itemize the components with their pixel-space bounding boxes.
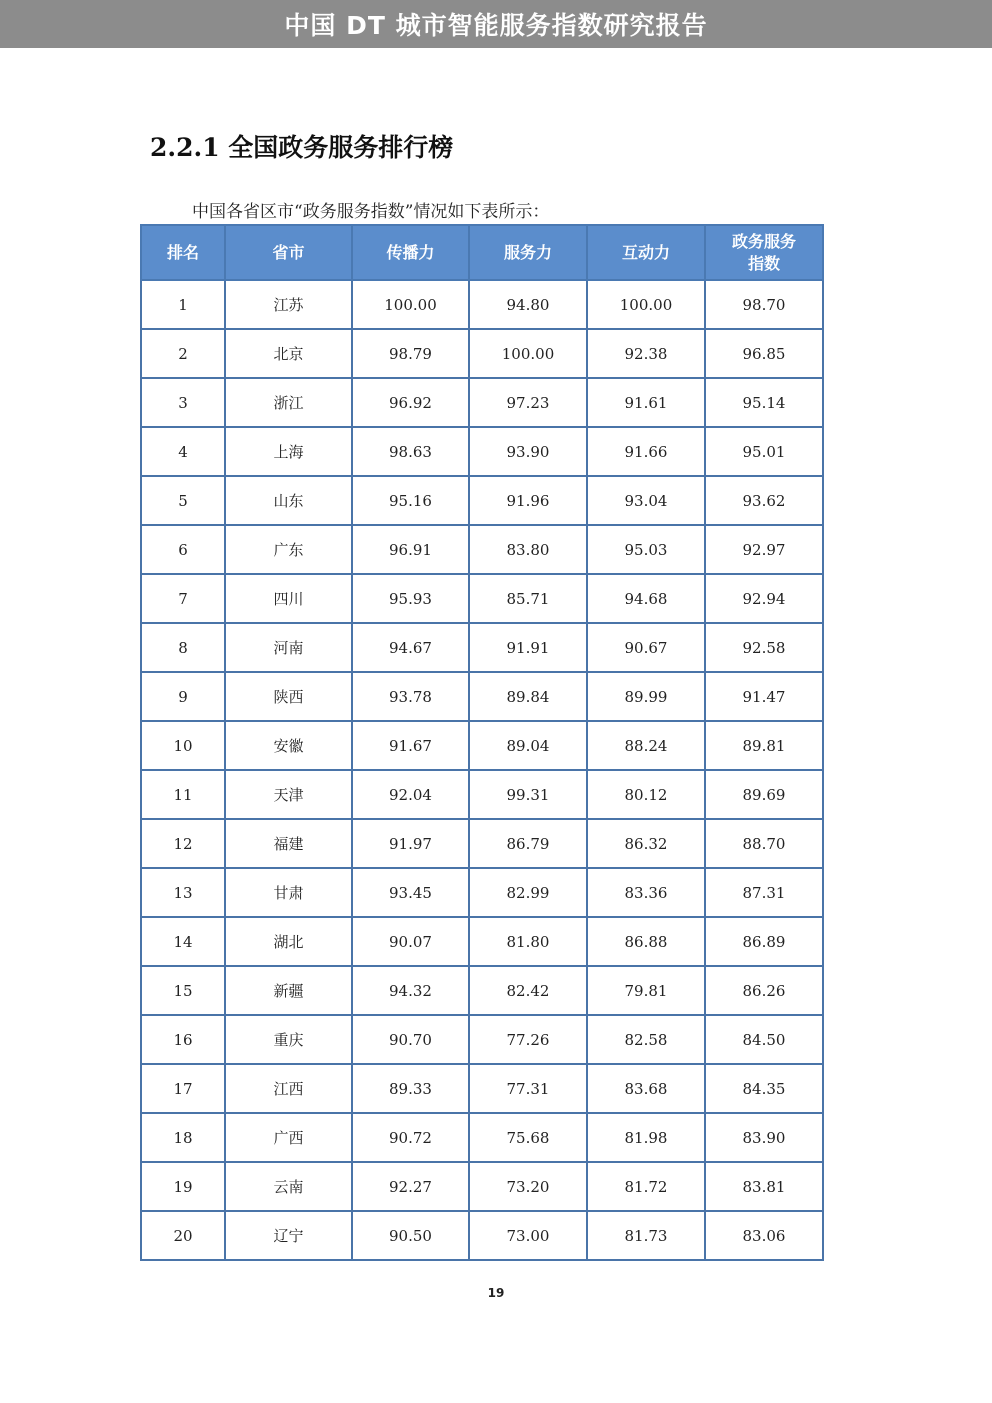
index-cell: 83.06 <box>705 1211 823 1260</box>
province-cell: 湖北 <box>225 917 352 966</box>
province-cell: 广东 <box>225 525 352 574</box>
index-cell: 87.31 <box>705 868 823 917</box>
rank-cell: 11 <box>141 770 225 819</box>
reach-cell: 94.67 <box>352 623 469 672</box>
rank-cell: 5 <box>141 476 225 525</box>
service-cell: 89.84 <box>469 672 587 721</box>
interaction-cell: 81.72 <box>587 1162 705 1211</box>
province-cell: 天津 <box>225 770 352 819</box>
table-row <box>141 721 823 770</box>
table-row <box>141 1015 823 1064</box>
reach-cell: 91.67 <box>352 721 469 770</box>
index-cell: 84.50 <box>705 1015 823 1064</box>
column-header-index <box>705 225 823 280</box>
table-row <box>141 280 823 329</box>
rank-cell: 17 <box>141 1064 225 1113</box>
province-cell: 辽宁 <box>225 1211 352 1260</box>
province-cell: 山东 <box>225 476 352 525</box>
reach-cell: 96.91 <box>352 525 469 574</box>
province-cell: 四川 <box>225 574 352 623</box>
table-row <box>141 672 823 721</box>
province-cell: 浙江 <box>225 378 352 427</box>
column-header-interaction: 互动力 <box>587 225 705 280</box>
index-cell: 83.81 <box>705 1162 823 1211</box>
index-cell: 86.26 <box>705 966 823 1015</box>
rank-cell: 1 <box>141 280 225 329</box>
index-cell: 92.58 <box>705 623 823 672</box>
service-cell: 83.80 <box>469 525 587 574</box>
service-cell: 91.96 <box>469 476 587 525</box>
interaction-cell: 80.12 <box>587 770 705 819</box>
interaction-cell: 93.04 <box>587 476 705 525</box>
service-cell: 93.90 <box>469 427 587 476</box>
province-cell: 上海 <box>225 427 352 476</box>
header-bar <box>0 0 992 48</box>
table-header-row <box>141 225 823 280</box>
rank-cell: 14 <box>141 917 225 966</box>
index-cell: 96.85 <box>705 329 823 378</box>
reach-cell: 98.63 <box>352 427 469 476</box>
index-cell: 92.97 <box>705 525 823 574</box>
province-cell: 云南 <box>225 1162 352 1211</box>
index-cell: 89.69 <box>705 770 823 819</box>
province-cell: 北京 <box>225 329 352 378</box>
rank-cell: 9 <box>141 672 225 721</box>
interaction-cell: 86.88 <box>587 917 705 966</box>
table-row <box>141 1064 823 1113</box>
service-cell: 82.42 <box>469 966 587 1015</box>
rank-cell: 20 <box>141 1211 225 1260</box>
rank-cell: 13 <box>141 868 225 917</box>
table-row <box>141 819 823 868</box>
interaction-cell: 91.61 <box>587 378 705 427</box>
rank-cell: 10 <box>141 721 225 770</box>
section-title: 2.2.1 全国政务服务排行榜 <box>150 133 454 162</box>
table-row <box>141 868 823 917</box>
reach-cell: 100.00 <box>352 280 469 329</box>
reach-cell: 93.78 <box>352 672 469 721</box>
province-cell: 福建 <box>225 819 352 868</box>
table-row <box>141 1211 823 1260</box>
service-cell: 73.20 <box>469 1162 587 1211</box>
service-cell: 75.68 <box>469 1113 587 1162</box>
rank-cell: 2 <box>141 329 225 378</box>
reach-cell: 93.45 <box>352 868 469 917</box>
interaction-cell: 86.32 <box>587 819 705 868</box>
index-cell: 84.35 <box>705 1064 823 1113</box>
intro-text: 中国各省区市“政务服务指数”情况如下表所示： <box>192 202 550 222</box>
province-cell: 陕西 <box>225 672 352 721</box>
service-cell: 82.99 <box>469 868 587 917</box>
interaction-cell: 90.67 <box>587 623 705 672</box>
interaction-cell: 83.36 <box>587 868 705 917</box>
interaction-cell: 83.68 <box>587 1064 705 1113</box>
interaction-cell: 92.38 <box>587 329 705 378</box>
service-cell: 73.00 <box>469 1211 587 1260</box>
service-cell: 97.23 <box>469 378 587 427</box>
table-row <box>141 966 823 1015</box>
province-cell: 甘肃 <box>225 868 352 917</box>
table-row <box>141 476 823 525</box>
reach-cell: 98.79 <box>352 329 469 378</box>
reach-cell: 95.93 <box>352 574 469 623</box>
ranking-table <box>140 224 824 1261</box>
index-cell: 86.89 <box>705 917 823 966</box>
rank-cell: 16 <box>141 1015 225 1064</box>
service-cell: 89.04 <box>469 721 587 770</box>
service-cell: 100.00 <box>469 329 587 378</box>
table-row <box>141 1113 823 1162</box>
reach-cell: 96.92 <box>352 378 469 427</box>
rank-cell: 19 <box>141 1162 225 1211</box>
table-row <box>141 1162 823 1211</box>
column-header-index-line2: 指数 <box>747 253 780 273</box>
province-cell: 新疆 <box>225 966 352 1015</box>
rank-cell: 18 <box>141 1113 225 1162</box>
interaction-cell: 82.58 <box>587 1015 705 1064</box>
province-cell: 河南 <box>225 623 352 672</box>
reach-cell: 91.97 <box>352 819 469 868</box>
rank-cell: 15 <box>141 966 225 1015</box>
table-body <box>141 280 823 1260</box>
interaction-cell: 100.00 <box>587 280 705 329</box>
interaction-cell: 79.81 <box>587 966 705 1015</box>
page-number: 19 <box>487 1286 505 1300</box>
column-header-province: 省市 <box>225 225 352 280</box>
table-row <box>141 574 823 623</box>
province-cell: 广西 <box>225 1113 352 1162</box>
reach-cell: 90.07 <box>352 917 469 966</box>
column-header-index-line1: 政务服务 <box>731 231 796 251</box>
reach-cell: 90.70 <box>352 1015 469 1064</box>
index-cell: 98.70 <box>705 280 823 329</box>
reach-cell: 89.33 <box>352 1064 469 1113</box>
province-cell: 重庆 <box>225 1015 352 1064</box>
table-row <box>141 770 823 819</box>
service-cell: 77.26 <box>469 1015 587 1064</box>
index-cell: 83.90 <box>705 1113 823 1162</box>
rank-cell: 6 <box>141 525 225 574</box>
column-header-rank: 排名 <box>141 225 225 280</box>
reach-cell: 92.04 <box>352 770 469 819</box>
reach-cell: 90.72 <box>352 1113 469 1162</box>
rank-cell: 3 <box>141 378 225 427</box>
reach-cell: 90.50 <box>352 1211 469 1260</box>
province-cell: 江苏 <box>225 280 352 329</box>
table-row <box>141 917 823 966</box>
service-cell: 81.80 <box>469 917 587 966</box>
service-cell: 91.91 <box>469 623 587 672</box>
index-cell: 93.62 <box>705 476 823 525</box>
reach-cell: 92.27 <box>352 1162 469 1211</box>
interaction-cell: 88.24 <box>587 721 705 770</box>
table-row <box>141 427 823 476</box>
table-row <box>141 378 823 427</box>
rank-cell: 4 <box>141 427 225 476</box>
table-row <box>141 623 823 672</box>
table-row <box>141 329 823 378</box>
province-cell: 江西 <box>225 1064 352 1113</box>
service-cell: 99.31 <box>469 770 587 819</box>
index-cell: 89.81 <box>705 721 823 770</box>
column-header-service: 服务力 <box>469 225 587 280</box>
interaction-cell: 91.66 <box>587 427 705 476</box>
interaction-cell: 81.98 <box>587 1113 705 1162</box>
reach-cell: 95.16 <box>352 476 469 525</box>
interaction-cell: 95.03 <box>587 525 705 574</box>
reach-cell: 94.32 <box>352 966 469 1015</box>
service-cell: 77.31 <box>469 1064 587 1113</box>
rank-cell: 8 <box>141 623 225 672</box>
index-cell: 88.70 <box>705 819 823 868</box>
service-cell: 85.71 <box>469 574 587 623</box>
index-cell: 91.47 <box>705 672 823 721</box>
index-cell: 92.94 <box>705 574 823 623</box>
index-cell: 95.14 <box>705 378 823 427</box>
index-cell: 95.01 <box>705 427 823 476</box>
table-row <box>141 525 823 574</box>
interaction-cell: 81.73 <box>587 1211 705 1260</box>
interaction-cell: 94.68 <box>587 574 705 623</box>
report-title: 中国 DT 城市智能服务指数研究报告 <box>284 11 708 40</box>
rank-cell: 7 <box>141 574 225 623</box>
rank-cell: 12 <box>141 819 225 868</box>
province-cell: 安徽 <box>225 721 352 770</box>
service-cell: 94.80 <box>469 280 587 329</box>
column-header-reach: 传播力 <box>352 225 469 280</box>
interaction-cell: 89.99 <box>587 672 705 721</box>
service-cell: 86.79 <box>469 819 587 868</box>
